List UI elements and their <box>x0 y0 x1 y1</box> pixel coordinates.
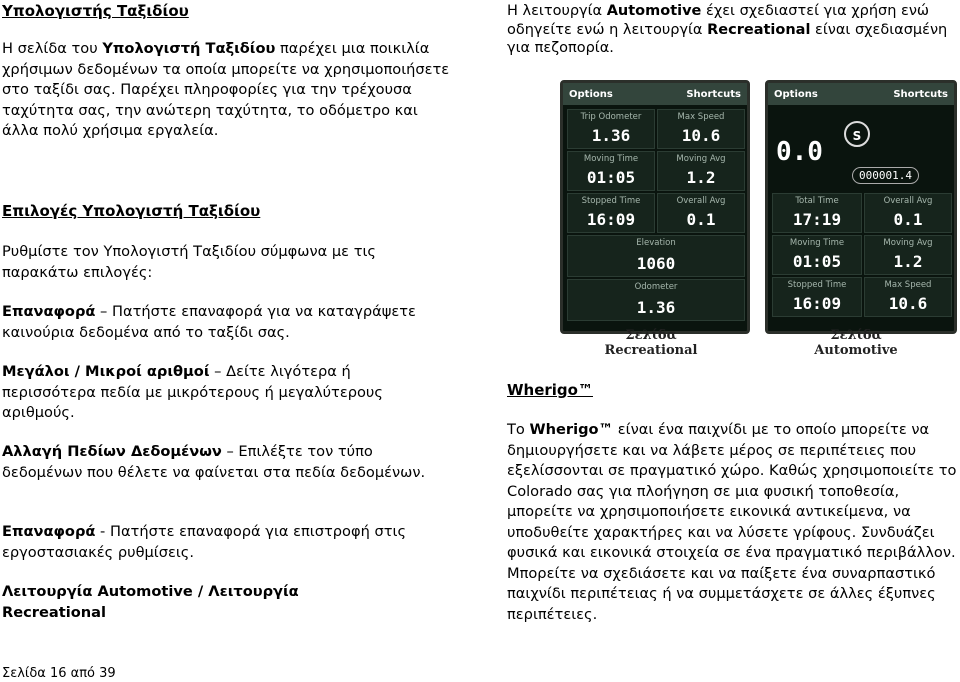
tile-label: Moving Avg <box>676 154 726 164</box>
tile-label: Total Time <box>795 196 839 206</box>
tile-value: 16:09 <box>586 210 636 229</box>
heading-trip-computer-options: Επιλογές Υπολογιστή Ταξιδίου <box>2 202 261 220</box>
tile-value: 17:19 <box>792 210 842 229</box>
shortcuts-button[interactable]: Shortcuts <box>893 88 948 100</box>
option-reset-desc: – Πατήστε επαναφορά για να καταγράψετε καινούρια δεδομένα από το ταξίδι σας. <box>2 303 416 341</box>
tile-label: Max Speed <box>677 112 725 122</box>
tile-value: 01:05 <box>586 168 636 187</box>
wherigo-paragraph <box>507 420 959 625</box>
mode-automotive: Automotive <box>606 3 702 19</box>
intro-text-a: Η σελίδα του <box>2 40 103 57</box>
tile-label: Elevation <box>636 238 676 248</box>
max-speed-tile <box>864 277 952 317</box>
shortcuts-button[interactable]: Shortcuts <box>686 88 741 100</box>
intro-text-c: παρέχει μια ποικιλία χρήσιμων δεδομένων τα οποία μπορείτε να χρησιμοποιήσετε στο ταξίδι σας. Παρέχει πληροφορίες για την τρέχουσα ταχύτητα σας, την ανώτερη ταχύτητα, το οδόμετρο και άλλα πολύ χρήσιμα εργαλεία. <box>2 40 450 139</box>
tile-value: 10.6 <box>888 294 928 313</box>
tile-label: Overall Avg <box>883 196 933 206</box>
moving-avg-tile <box>864 235 952 275</box>
tile-value: 01:05 <box>792 252 842 271</box>
mode-paragraph <box>507 2 959 58</box>
speed-readout: 0.0 <box>776 137 823 167</box>
max-speed-tile <box>657 109 745 149</box>
screen-toolbar <box>768 83 954 105</box>
option-factory-reset-desc: - Πατήστε επαναφορά για επιστροφή στις εργοστασιακές ρυθμίσεις. <box>2 523 407 561</box>
overall-avg-tile <box>657 193 745 233</box>
mode-text-a: Η λειτουργία <box>507 3 607 19</box>
screen-toolbar <box>563 83 747 105</box>
wherigo-text-a: Το <box>507 421 530 438</box>
options-button[interactable]: Options <box>569 88 613 100</box>
mode-text-e: είναι σχεδιασμένη για πεζοπορία. <box>507 21 948 56</box>
odometer-tile <box>567 279 745 321</box>
tile-value: 1.36 <box>591 126 631 145</box>
tile-value: 16:09 <box>792 294 842 313</box>
option-big-small-numbers <box>2 362 442 424</box>
option-big-small-term: Μεγάλοι / Μικροί αριθμοί <box>2 363 210 380</box>
tile-label: Stopped Time <box>787 280 847 290</box>
elevation-tile <box>567 235 745 277</box>
moving-time-tile <box>567 151 655 191</box>
total-time-tile <box>772 193 862 233</box>
option-reset-term: Επαναφορά <box>2 303 96 320</box>
tile-label: Moving Time <box>583 154 639 164</box>
automotive-screen <box>765 80 957 334</box>
option-reset <box>2 302 442 343</box>
option-change-fields-term: Αλλαγή Πεδίων Δεδομένων <box>2 443 222 460</box>
page-footer: Σελίδα 16 από 39 <box>2 666 116 681</box>
mode-recreational: Recreational <box>707 21 811 38</box>
tile-label: Overall Avg <box>676 196 726 206</box>
moving-time-tile <box>772 235 862 275</box>
intro-paragraph <box>2 39 450 142</box>
option-big-small-desc: – Δείτε λιγότερα ή περισσότερα πεδία με μικρότερους ή μεγαλύτερους αριθμούς. <box>2 363 383 421</box>
wherigo-text-bold: Wherigo™ <box>529 421 614 438</box>
caption-line-2: Recreational <box>604 343 698 358</box>
caption-line-2: Automotive <box>814 343 898 358</box>
automotive-caption <box>796 328 916 358</box>
tile-value: 1060 <box>636 254 676 273</box>
tile-label: Stopped Time <box>581 196 641 206</box>
intro-text-bold: Υπολογιστή Ταξιδίου <box>102 40 276 57</box>
option-change-fields-desc: – Επιλέξτε τον τύπο δεδομένων που θέλετε να φαίνεται στα πεδία δεδομένων. <box>2 443 426 481</box>
tile-value: 10.6 <box>681 126 721 145</box>
tile-value: 1.36 <box>636 298 676 317</box>
tile-value: 0.1 <box>686 210 716 229</box>
tile-value: 0.1 <box>893 210 923 229</box>
recreational-screen <box>560 80 750 334</box>
option-factory-reset <box>2 522 462 563</box>
option-mode: Λειτουργία Automotive / Λειτουργία Recreational <box>2 583 299 621</box>
tile-label: Odometer <box>634 282 678 292</box>
caption-line-1: Σελίδα <box>625 328 677 343</box>
stopped-time-tile <box>567 193 655 233</box>
stopped-time-tile <box>772 277 862 317</box>
tile-label: Max Speed <box>884 280 932 290</box>
moving-avg-tile <box>657 151 745 191</box>
overall-avg-tile <box>864 193 952 233</box>
option-change-fields <box>2 442 442 483</box>
trip-odometer-tile <box>567 109 655 149</box>
wherigo-text-c: είναι ένα παιχνίδι με το οποίο μπορείτε να δημιουργήσετε και να λάβετε μέρος σε περιπέτειες που εξελίσσονται σε πραγματικό χώρο. Καθώς χρησιμοποιείτε το Colorado σας για πλοήγηση σε μια φυσική τοποθεσία, μπορείτε να χρησιμοποιήσετε εικονικά αντικείμενα, να υποδυθείτε χαρακτήρες και να λύσετε γρίφους. Συνδυάζει φυσικά και εικονικά στοιχεία σε ένα πραγματικό περιβάλλον. Μπορείτε να σχεδιάσετε και να παίξετε ένα συναρπαστικό παιχνίδι περιπέτειας ή να συμμετάσχετε σε άλλες έξυπνες περιπέτειες. <box>507 421 957 623</box>
caption-line-1: Σελίδα <box>830 328 882 343</box>
heading-wherigo: Wherigo™ <box>507 381 593 399</box>
odometer-readout: 000001.4 <box>852 167 919 184</box>
compass-icon: S <box>844 121 870 147</box>
tile-label: Moving Avg <box>883 238 933 248</box>
option-factory-reset-term: Επαναφορά <box>2 523 96 540</box>
options-button[interactable]: Options <box>774 88 818 100</box>
heading-trip-computer: Υπολογιστής Ταξιδίου <box>2 2 189 20</box>
tile-label: Moving Time <box>789 238 845 248</box>
mode-text-c: έχει σχεδιαστεί για χρήση ενώ οδηγείτε ενώ η λειτουργία <box>507 3 930 38</box>
tile-label: Trip Odometer <box>580 112 642 122</box>
tile-value: 1.2 <box>686 168 716 187</box>
options-intro: Ρυθμίστε τον Υπολογιστή Ταξιδίου σύμφωνα με τις παρακάτω επιλογές: <box>2 243 376 281</box>
tile-value: 1.2 <box>893 252 923 271</box>
recreational-caption <box>591 328 711 358</box>
